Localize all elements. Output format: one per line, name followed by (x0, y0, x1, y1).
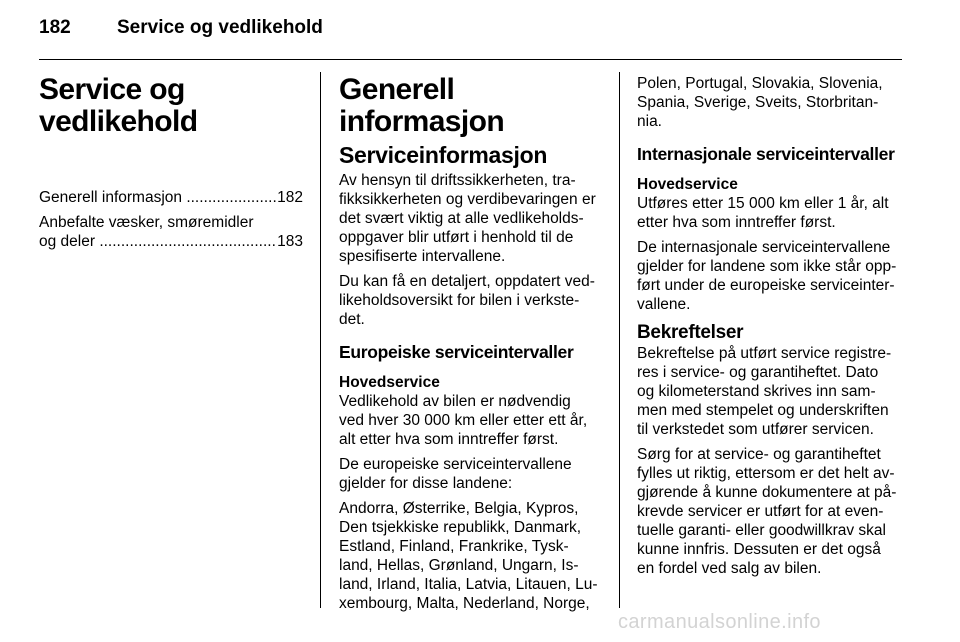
column-divider-1 (320, 72, 321, 608)
section-title: Generell informasjon (339, 73, 505, 138)
paragraph: De europeiske serviceintervallene gjelder for disse landene: (339, 456, 572, 492)
heading-confirmations: Bekreftelser (637, 322, 744, 343)
chapter-title-line-2: vedlikehold (39, 105, 198, 138)
toc-entry-page: 182 (277, 189, 303, 206)
subsection-title: Serviceinformasjon (339, 142, 548, 168)
paragraph: De internasjonale serviceintervallene gjelder for landene som ikke står opp- ført under de europeiske serviceinter- vallene. (637, 239, 897, 313)
toc-entry[interactable] (39, 188, 303, 207)
paragraph: Vedlikehold av bilen er nødvendig ved hver 30 000 km eller etter ett år, alt etter hva som inntreffer først. (339, 393, 588, 448)
column-3 (637, 74, 907, 584)
heading-main-service: Hovedservice (339, 374, 440, 391)
toc-entry-label: Anbefalte væsker, smøremidler (39, 214, 254, 231)
paragraph: Utføres etter 15 000 km eller 1 år, alt etter hva som inntreffer først. (637, 195, 889, 231)
column-2 (339, 74, 609, 619)
toc-entry-label-cont: og deler ..... (39, 232, 277, 251)
paragraph: Andorra, Østerrike, Belgia, Kypros, Den tsjekkiske republikk, Danmark, Estland, Finland, Frankrike, Tysk- land, Hellas, Grønland, Ungarn, Is- land, Irland, Italia, Latvia, Litauen, Lu- xembourg, Malta, Nederland, Norge, (339, 500, 598, 612)
toc-entry-page: 183 (277, 233, 303, 250)
chapter-title-line-1: Service og (39, 73, 185, 106)
paragraph: Polen, Portugal, Slovakia, Slovenia, Spania, Sverige, Sveits, Storbritan- nia. (637, 75, 883, 130)
page-number: 182 (39, 17, 71, 38)
column-divider-2 (619, 72, 620, 608)
toc-entry[interactable] (39, 213, 303, 251)
paragraph: Du kan få en detaljert, oppdatert ved- likeholdsoversikt for bilen i verkste- det. (339, 273, 595, 328)
paragraph: Av hensyn til driftssikkerheten, tra- fikksikkerheten og verdibevaringen er det svært viktig at alle vedlikeholds- oppgaver blir utført i henhold til de spesifiserte intervallene. (339, 172, 596, 265)
paragraph: Sørg for at service- og garantiheftet fylles ut riktig, ettersom er det helt av- gjørende å kunne dokumentere at på- krevde servicer er utført for at even- tuelle garanti- eller goodwillkrav skal kunne innfris. Dessuten er det også en fordel ved salg av bilen. (637, 446, 897, 577)
toc-entry-label: Generell informasjon ..... (39, 188, 277, 207)
header-rule (39, 59, 902, 60)
heading-european-intervals: Europeiske serviceintervaller (339, 342, 574, 362)
running-header-title: Service og vedlikehold (117, 17, 323, 38)
paragraph: Bekreftelse på utført service registre- res i service- og garantiheftet. Dato og kilometerstand skrives inn sam- men med stempelet og underskriften til verkstedet som utfører servicen. (637, 345, 892, 438)
column-1 (39, 74, 303, 251)
heading-main-service: Hovedservice (637, 176, 738, 193)
heading-international-intervals: Internasjonale serviceintervaller (637, 144, 895, 164)
watermark: carmanualsonline.info (618, 611, 821, 633)
